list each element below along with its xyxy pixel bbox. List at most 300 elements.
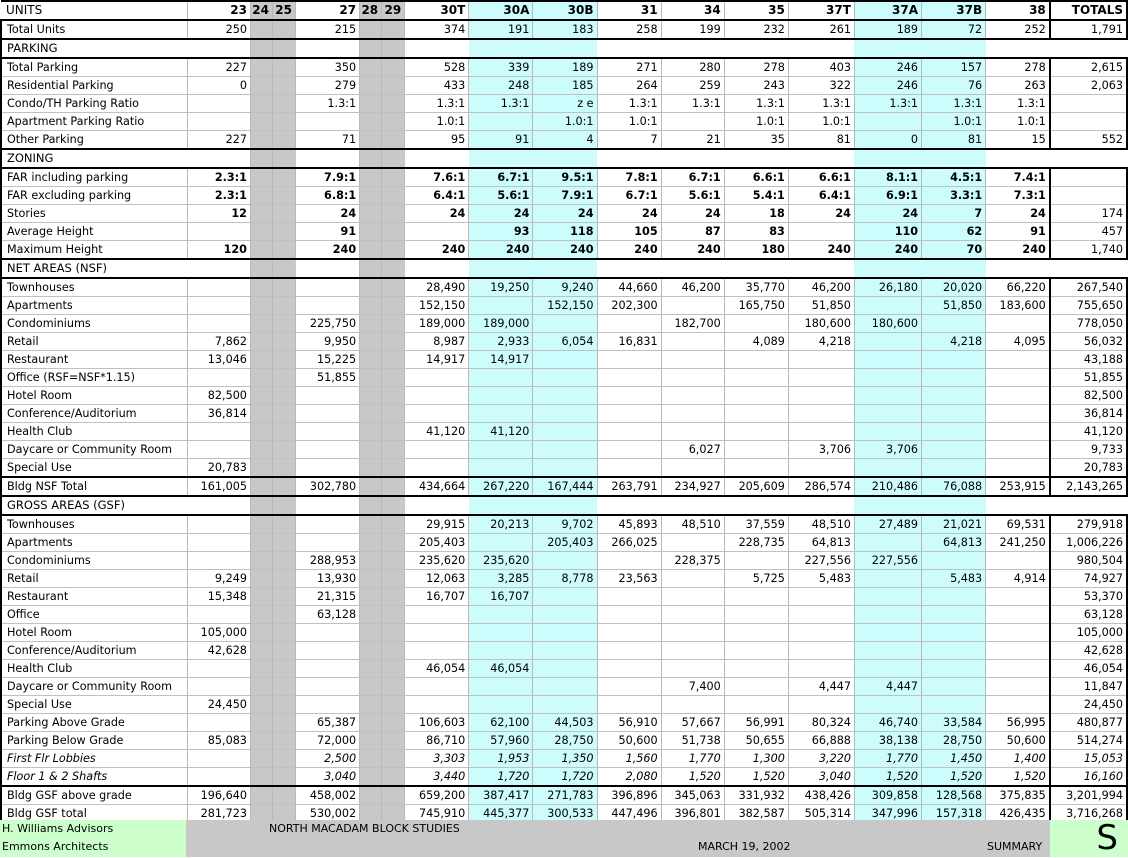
table-cell bbox=[724, 387, 788, 405]
table-cell bbox=[469, 678, 533, 696]
row-label: Condominiums bbox=[1, 552, 187, 570]
column-header: 31 bbox=[597, 1, 661, 20]
table-row bbox=[1, 534, 1127, 552]
section-spacer-cell bbox=[922, 149, 986, 168]
table-cell bbox=[250, 423, 272, 441]
table-cell: 1.0:1 bbox=[788, 113, 854, 131]
table-cell bbox=[187, 278, 250, 297]
table-cell bbox=[382, 168, 405, 187]
section-title: GROSS AREAS (GSF) bbox=[1, 496, 187, 515]
table-row bbox=[1, 423, 1127, 441]
table-cell: 93 bbox=[469, 223, 533, 241]
section-spacer-cell bbox=[250, 149, 272, 168]
table-cell: 2,615 bbox=[1050, 58, 1127, 77]
table-cell bbox=[986, 351, 1050, 369]
row-label: First Flr Lobbies bbox=[1, 750, 187, 768]
section-spacer-cell bbox=[382, 149, 405, 168]
table-cell bbox=[405, 369, 469, 387]
table-cell bbox=[986, 606, 1050, 624]
section-spacer-cell bbox=[922, 259, 986, 278]
table-cell: 1.3:1 bbox=[661, 95, 724, 113]
table-row bbox=[1, 369, 1127, 387]
table-cell: 5.4:1 bbox=[724, 187, 788, 205]
table-cell: 235,620 bbox=[469, 552, 533, 570]
table-cell bbox=[405, 642, 469, 660]
table-cell: 24 bbox=[405, 205, 469, 223]
table-cell: 5,483 bbox=[922, 570, 986, 588]
table-cell bbox=[597, 405, 661, 423]
table-cell bbox=[272, 624, 295, 642]
table-cell: 182,700 bbox=[661, 315, 724, 333]
table-cell bbox=[360, 515, 382, 534]
table-row bbox=[1, 20, 1127, 39]
table-cell: 755,650 bbox=[1050, 297, 1127, 315]
table-cell: 1,953 bbox=[469, 750, 533, 768]
table-cell: 167,444 bbox=[533, 477, 597, 496]
row-label: Special Use bbox=[1, 459, 187, 478]
table-cell bbox=[360, 241, 382, 260]
table-cell bbox=[661, 333, 724, 351]
table-cell bbox=[187, 515, 250, 534]
table-cell: 1,300 bbox=[724, 750, 788, 768]
table-cell bbox=[272, 642, 295, 660]
table-cell bbox=[661, 570, 724, 588]
table-row bbox=[1, 77, 1127, 95]
section-spacer-cell bbox=[187, 39, 250, 58]
table-cell bbox=[360, 168, 382, 187]
table-cell bbox=[405, 678, 469, 696]
table-cell bbox=[250, 441, 272, 459]
table-cell bbox=[360, 534, 382, 552]
table-cell: 745,910 bbox=[405, 805, 469, 824]
table-cell: 76,088 bbox=[922, 477, 986, 496]
row-label: Residential Parking bbox=[1, 77, 187, 95]
table-cell: 387,417 bbox=[469, 786, 533, 805]
table-cell bbox=[724, 606, 788, 624]
table-cell: 3,220 bbox=[788, 750, 854, 768]
table-cell bbox=[250, 732, 272, 750]
table-cell: 1.3:1 bbox=[724, 95, 788, 113]
table-cell: 21 bbox=[661, 131, 724, 150]
table-row bbox=[1, 642, 1127, 660]
table-row bbox=[1, 58, 1127, 77]
table-cell: 1.0:1 bbox=[922, 113, 986, 131]
table-cell: 0 bbox=[854, 131, 921, 150]
table-cell: 6.8:1 bbox=[296, 187, 360, 205]
table-cell: 205,403 bbox=[405, 534, 469, 552]
table-cell bbox=[296, 642, 360, 660]
section-spacer-cell bbox=[1050, 39, 1127, 58]
table-cell: 152,150 bbox=[533, 297, 597, 315]
section-spacer-cell bbox=[382, 259, 405, 278]
table-cell: 35,770 bbox=[724, 278, 788, 297]
table-cell bbox=[661, 423, 724, 441]
table-cell: 157 bbox=[922, 58, 986, 77]
table-cell: 1,520 bbox=[661, 768, 724, 787]
row-label: FAR excluding parking bbox=[1, 187, 187, 205]
table-cell: 528 bbox=[405, 58, 469, 77]
table-cell: 180,600 bbox=[788, 315, 854, 333]
table-cell bbox=[250, 205, 272, 223]
table-cell bbox=[187, 660, 250, 678]
table-cell: 6.4:1 bbox=[788, 187, 854, 205]
column-header: 28 bbox=[360, 1, 382, 20]
firm-name-2: Emmons Architects bbox=[2, 840, 109, 853]
table-cell: 5,483 bbox=[788, 570, 854, 588]
table-cell: 24 bbox=[597, 205, 661, 223]
column-header: 30B bbox=[533, 1, 597, 20]
table-cell: 46,054 bbox=[1050, 660, 1127, 678]
table-cell bbox=[382, 552, 405, 570]
table-cell bbox=[272, 131, 295, 150]
table-cell bbox=[187, 534, 250, 552]
table-cell: 7.4:1 bbox=[986, 168, 1050, 187]
table-cell bbox=[788, 588, 854, 606]
table-cell bbox=[360, 387, 382, 405]
table-cell bbox=[382, 606, 405, 624]
table-cell bbox=[922, 642, 986, 660]
table-cell: 20,783 bbox=[187, 459, 250, 478]
table-cell: 2.3:1 bbox=[187, 187, 250, 205]
section-header bbox=[1, 149, 1127, 168]
table-cell: 1.3:1 bbox=[405, 95, 469, 113]
section-spacer-cell bbox=[272, 496, 295, 515]
table-cell bbox=[250, 624, 272, 642]
table-cell bbox=[272, 696, 295, 714]
table-cell bbox=[360, 351, 382, 369]
table-cell bbox=[854, 534, 921, 552]
table-cell bbox=[854, 333, 921, 351]
section-spacer-cell bbox=[724, 39, 788, 58]
table-cell: 278 bbox=[986, 58, 1050, 77]
table-cell bbox=[272, 552, 295, 570]
table-cell: 189,000 bbox=[469, 315, 533, 333]
table-cell: 5.6:1 bbox=[469, 187, 533, 205]
table-cell: 38,138 bbox=[854, 732, 921, 750]
table-cell: 205,609 bbox=[724, 477, 788, 496]
table-cell bbox=[922, 351, 986, 369]
table-cell bbox=[382, 95, 405, 113]
table-cell: 300,533 bbox=[533, 805, 597, 824]
table-cell: 6.6:1 bbox=[788, 168, 854, 187]
table-cell: 48,510 bbox=[788, 515, 854, 534]
table-cell bbox=[360, 77, 382, 95]
table-cell: 6.7:1 bbox=[661, 168, 724, 187]
table-cell: 16,707 bbox=[469, 588, 533, 606]
table-cell bbox=[533, 387, 597, 405]
table-cell: 286,574 bbox=[788, 477, 854, 496]
table-cell bbox=[296, 696, 360, 714]
table-cell: 215 bbox=[296, 20, 360, 39]
table-cell: 7,862 bbox=[187, 333, 250, 351]
section-spacer-cell bbox=[272, 259, 295, 278]
table-cell: 7.8:1 bbox=[597, 168, 661, 187]
table-cell bbox=[661, 642, 724, 660]
row-label: Health Club bbox=[1, 660, 187, 678]
table-cell bbox=[360, 205, 382, 223]
table-cell: 56,032 bbox=[1050, 333, 1127, 351]
table-cell: 72,000 bbox=[296, 732, 360, 750]
table-cell: 35 bbox=[724, 131, 788, 150]
sheet-letter-block bbox=[1050, 820, 1128, 857]
table-cell: 72 bbox=[922, 20, 986, 39]
table-row bbox=[1, 297, 1127, 315]
table-cell: 46,740 bbox=[854, 714, 921, 732]
table-cell bbox=[250, 223, 272, 241]
table-cell: 227,556 bbox=[854, 552, 921, 570]
table-cell bbox=[296, 387, 360, 405]
table-cell: 280 bbox=[661, 58, 724, 77]
table-cell bbox=[360, 642, 382, 660]
section-spacer-cell bbox=[724, 496, 788, 515]
table-cell: 288,953 bbox=[296, 552, 360, 570]
table-cell bbox=[272, 660, 295, 678]
table-cell: 1,720 bbox=[533, 768, 597, 787]
table-cell: 33,584 bbox=[922, 714, 986, 732]
table-cell bbox=[661, 534, 724, 552]
table-cell: 7 bbox=[597, 131, 661, 150]
table-cell: 64,813 bbox=[922, 534, 986, 552]
section-spacer-cell bbox=[986, 149, 1050, 168]
row-label: Office (RSF=NSF*1.15) bbox=[1, 369, 187, 387]
section-spacer-cell bbox=[661, 149, 724, 168]
table-cell: 1,520 bbox=[854, 768, 921, 787]
table-cell: 426,435 bbox=[986, 805, 1050, 824]
table-cell bbox=[597, 696, 661, 714]
table-cell: 4,218 bbox=[788, 333, 854, 351]
table-cell bbox=[922, 678, 986, 696]
table-cell: 227 bbox=[187, 58, 250, 77]
table-row bbox=[1, 732, 1127, 750]
table-cell bbox=[405, 441, 469, 459]
table-cell: 4 bbox=[533, 131, 597, 150]
table-cell bbox=[296, 278, 360, 297]
table-cell: 271,783 bbox=[533, 786, 597, 805]
table-cell bbox=[854, 297, 921, 315]
table-cell: 240 bbox=[469, 241, 533, 260]
table-cell: 42,628 bbox=[187, 642, 250, 660]
table-cell: 14,917 bbox=[469, 351, 533, 369]
table-cell bbox=[382, 642, 405, 660]
table-cell bbox=[661, 459, 724, 478]
table-cell: 82,500 bbox=[187, 387, 250, 405]
section-spacer-cell bbox=[854, 259, 921, 278]
table-cell: 3.3:1 bbox=[922, 187, 986, 205]
table-cell bbox=[661, 606, 724, 624]
table-row bbox=[1, 606, 1127, 624]
table-cell bbox=[469, 642, 533, 660]
table-cell bbox=[250, 515, 272, 534]
table-cell bbox=[382, 205, 405, 223]
table-cell: 50,600 bbox=[986, 732, 1050, 750]
table-cell bbox=[296, 624, 360, 642]
section-spacer-cell bbox=[788, 496, 854, 515]
table-row bbox=[1, 405, 1127, 423]
table-cell bbox=[533, 660, 597, 678]
table-cell: 9,950 bbox=[296, 333, 360, 351]
table-cell bbox=[250, 459, 272, 478]
table-cell bbox=[382, 77, 405, 95]
table-cell bbox=[250, 405, 272, 423]
table-cell: 27,489 bbox=[854, 515, 921, 534]
row-label: Office bbox=[1, 606, 187, 624]
table-cell: 157,318 bbox=[922, 805, 986, 824]
table-cell: 505,314 bbox=[788, 805, 854, 824]
table-cell: 6,054 bbox=[533, 333, 597, 351]
section-spacer-cell bbox=[250, 496, 272, 515]
column-header: 25 bbox=[272, 1, 295, 20]
table-cell: 4,914 bbox=[986, 570, 1050, 588]
section-spacer-cell bbox=[1050, 259, 1127, 278]
table-cell: 240 bbox=[296, 241, 360, 260]
table-cell bbox=[187, 315, 250, 333]
table-cell: 241,250 bbox=[986, 534, 1050, 552]
table-cell bbox=[360, 714, 382, 732]
table-cell bbox=[724, 351, 788, 369]
table-row bbox=[1, 113, 1127, 131]
table-cell: 1,520 bbox=[986, 768, 1050, 787]
table-cell bbox=[360, 223, 382, 241]
table-row bbox=[1, 95, 1127, 113]
table-cell bbox=[405, 387, 469, 405]
table-cell: 41,120 bbox=[405, 423, 469, 441]
table-cell bbox=[986, 405, 1050, 423]
table-cell bbox=[922, 459, 986, 478]
table-cell: 183,600 bbox=[986, 297, 1050, 315]
table-cell: 433 bbox=[405, 77, 469, 95]
table-cell: 3,706 bbox=[854, 441, 921, 459]
column-header: 24 bbox=[250, 1, 272, 20]
table-cell: 37,559 bbox=[724, 515, 788, 534]
header-label: UNITS bbox=[1, 1, 187, 20]
table-cell bbox=[661, 369, 724, 387]
column-header: 30A bbox=[469, 1, 533, 20]
table-cell: 3,285 bbox=[469, 570, 533, 588]
table-cell bbox=[382, 241, 405, 260]
table-cell: 83 bbox=[724, 223, 788, 241]
table-cell bbox=[788, 387, 854, 405]
table-cell bbox=[405, 459, 469, 478]
table-cell: 248 bbox=[469, 77, 533, 95]
table-cell: 66,220 bbox=[986, 278, 1050, 297]
table-cell: 5,725 bbox=[724, 570, 788, 588]
table-cell bbox=[854, 660, 921, 678]
table-cell: 259 bbox=[661, 77, 724, 95]
table-cell: 16,831 bbox=[597, 333, 661, 351]
table-cell bbox=[724, 315, 788, 333]
table-cell bbox=[187, 768, 250, 787]
table-cell bbox=[360, 570, 382, 588]
table-cell: 24 bbox=[986, 205, 1050, 223]
section-spacer-cell bbox=[405, 259, 469, 278]
table-cell bbox=[360, 441, 382, 459]
table-cell: 1.0:1 bbox=[724, 113, 788, 131]
table-cell: 11,847 bbox=[1050, 678, 1127, 696]
column-header: 38 bbox=[986, 1, 1050, 20]
section-spacer-cell bbox=[469, 39, 533, 58]
table-cell: 15,225 bbox=[296, 351, 360, 369]
row-label: Conference/Auditorium bbox=[1, 642, 187, 660]
table-cell bbox=[382, 570, 405, 588]
row-label: Retail bbox=[1, 333, 187, 351]
table-cell bbox=[382, 278, 405, 297]
table-cell bbox=[986, 552, 1050, 570]
table-cell: 4,447 bbox=[854, 678, 921, 696]
table-cell bbox=[360, 606, 382, 624]
row-label: Parking Above Grade bbox=[1, 714, 187, 732]
table-cell bbox=[382, 333, 405, 351]
table-cell: 91 bbox=[296, 223, 360, 241]
section-spacer-cell bbox=[986, 259, 1050, 278]
section-spacer-cell bbox=[661, 39, 724, 58]
table-row bbox=[1, 333, 1127, 351]
table-cell: 3,040 bbox=[788, 768, 854, 787]
table-cell bbox=[250, 278, 272, 297]
section-header bbox=[1, 39, 1127, 58]
table-row bbox=[1, 678, 1127, 696]
table-cell: 246 bbox=[854, 77, 921, 95]
table-cell: 1,006,226 bbox=[1050, 534, 1127, 552]
table-cell: 62,100 bbox=[469, 714, 533, 732]
table-cell bbox=[272, 187, 295, 205]
table-cell bbox=[360, 459, 382, 478]
table-cell: 6.4:1 bbox=[405, 187, 469, 205]
table-cell bbox=[469, 624, 533, 642]
table-cell: 43,188 bbox=[1050, 351, 1127, 369]
table-cell: 530,002 bbox=[296, 805, 360, 824]
table-cell: 267,220 bbox=[469, 477, 533, 496]
header-row bbox=[1, 1, 1127, 20]
table-cell: 225,750 bbox=[296, 315, 360, 333]
table-cell bbox=[986, 588, 1050, 606]
table-cell: 3,040 bbox=[296, 768, 360, 787]
table-cell bbox=[854, 387, 921, 405]
table-cell bbox=[597, 351, 661, 369]
table-cell bbox=[661, 588, 724, 606]
table-cell: 44,660 bbox=[597, 278, 661, 297]
table-cell bbox=[187, 714, 250, 732]
table-row bbox=[1, 570, 1127, 588]
table-cell bbox=[250, 77, 272, 95]
table-cell: 1.3:1 bbox=[788, 95, 854, 113]
table-cell: 105,000 bbox=[1050, 624, 1127, 642]
table-cell: 1.3:1 bbox=[986, 95, 1050, 113]
table-cell bbox=[724, 678, 788, 696]
table-cell bbox=[382, 714, 405, 732]
table-cell: 5.6:1 bbox=[661, 187, 724, 205]
table-cell: 240 bbox=[986, 241, 1050, 260]
table-cell bbox=[360, 187, 382, 205]
table-cell bbox=[250, 642, 272, 660]
table-cell: 53,370 bbox=[1050, 588, 1127, 606]
table-cell bbox=[382, 732, 405, 750]
section-spacer-cell bbox=[533, 39, 597, 58]
project-title: NORTH MACADAM BLOCK STUDIES bbox=[269, 822, 460, 835]
table-cell: 62 bbox=[922, 223, 986, 241]
table-row bbox=[1, 477, 1127, 496]
table-cell: 180 bbox=[724, 241, 788, 260]
table-cell: 66,888 bbox=[788, 732, 854, 750]
table-cell bbox=[250, 678, 272, 696]
table-cell bbox=[187, 369, 250, 387]
table-row bbox=[1, 315, 1127, 333]
section-spacer-cell bbox=[360, 149, 382, 168]
sheet-date: MARCH 19, 2002 bbox=[698, 840, 791, 853]
table-cell bbox=[469, 113, 533, 131]
table-cell: 2,500 bbox=[296, 750, 360, 768]
table-cell: 243 bbox=[724, 77, 788, 95]
section-header bbox=[1, 259, 1127, 278]
